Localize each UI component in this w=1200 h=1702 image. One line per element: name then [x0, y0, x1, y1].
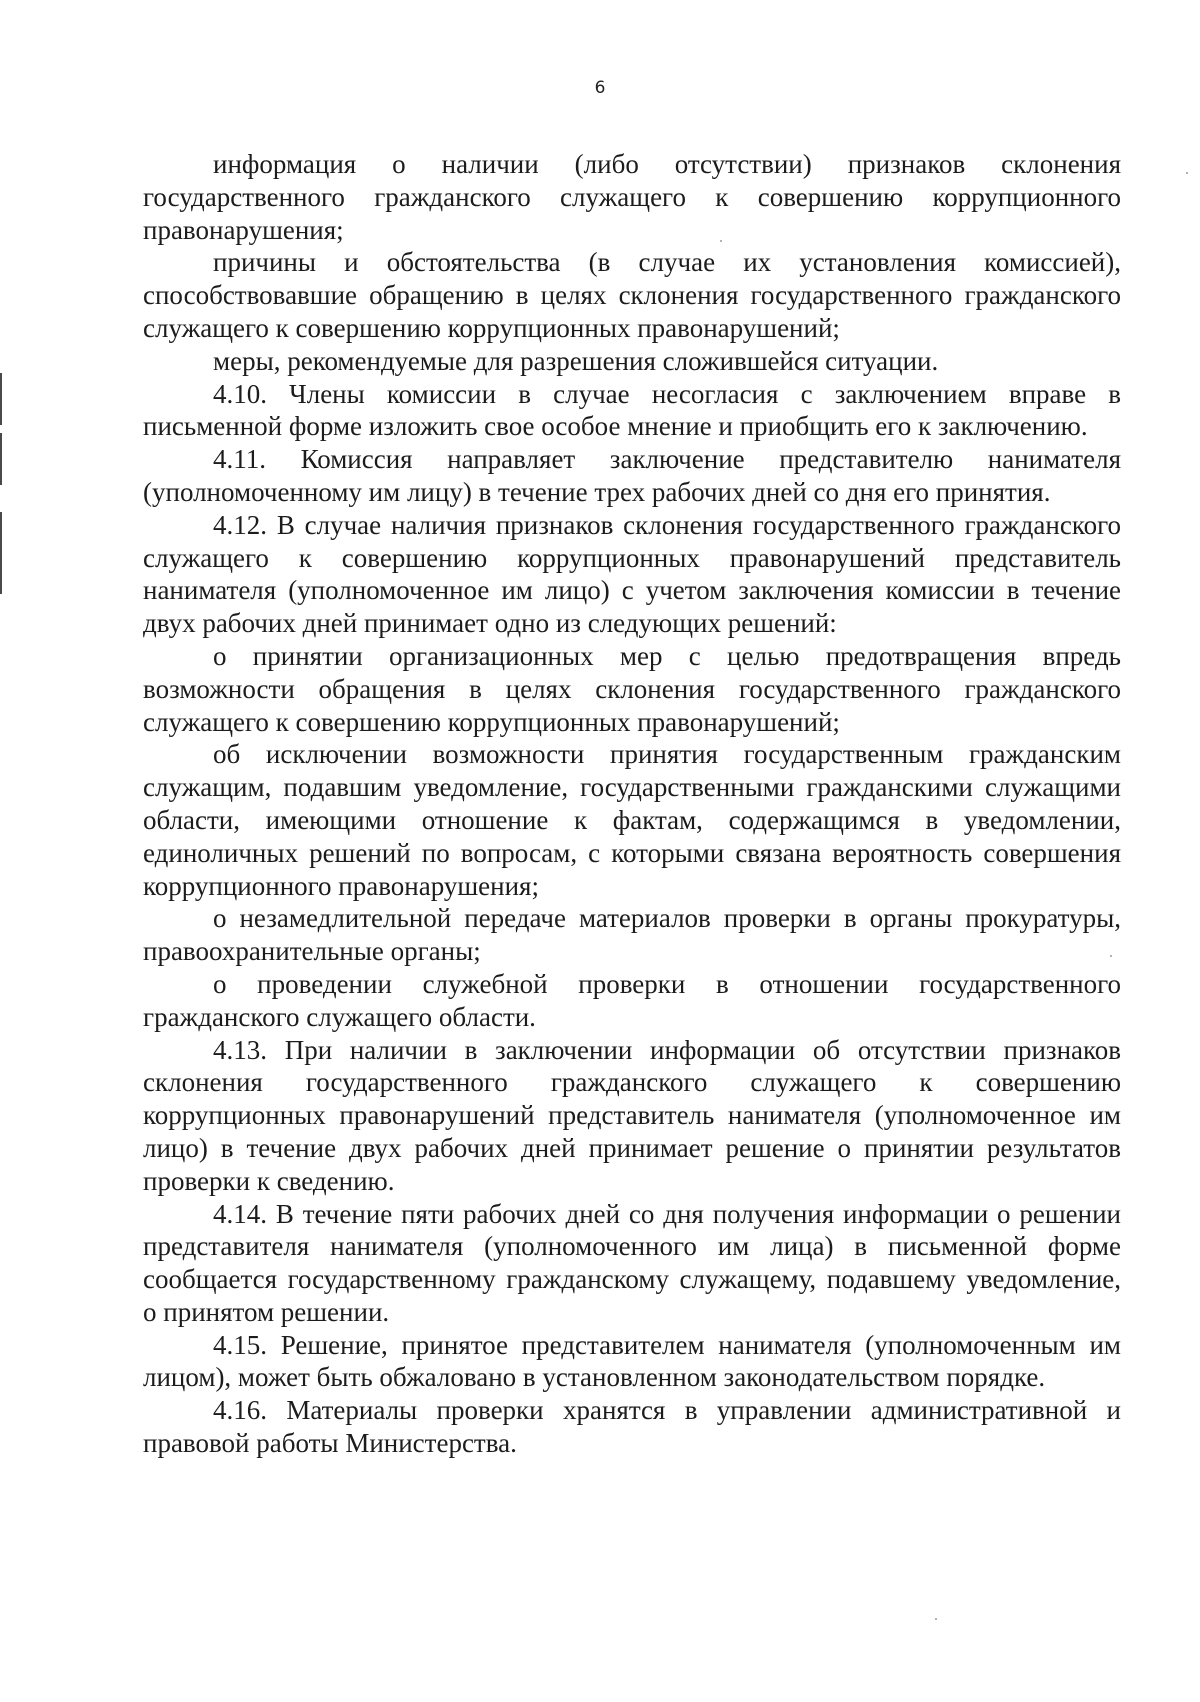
- paragraph: 4.13. При наличии в заключении информации об отсутствии признаков склонения государственного гражданского служащего к совершению коррупционных правонарушений представитель нанимателя (уполномоченное им лицо) в течение двух рабочих дней принимает решение о принятии результатов проверки к сведению.: [143, 1034, 1121, 1196]
- paragraph: 4.11. Комиссия направляет заключение представителю нанимателя (уполномоченному им лицу) в течение трех рабочих дней со дня его принятия.: [143, 444, 1121, 507]
- paragraph: о проведении служебной проверки в отношении государственного гражданского служащего области.: [143, 968, 1121, 1032]
- paragraph: 4.10. Члены комиссии в случае несогласия с заключением вправе в письменной форме изложить свое особое мнение и приобщить его к заключению.: [143, 378, 1121, 442]
- paragraph: 4.15. Решение, принятое представителем нанимателя (уполномоченным им лицом), может быть обжаловано в установленном законодательством порядке.: [143, 1329, 1121, 1393]
- paragraph: о принятии организационных мер с целью предотвращения впредь возможности обращения в целях склонения государственного гражданского служащего к совершению коррупционных правонарушений;: [143, 640, 1121, 737]
- scan-speck: [1186, 172, 1188, 174]
- paragraph: 4.14. В течение пяти рабочих дней со дня получения информации о решении представителя нанимателя (уполномоченного им лица) в письменной форме сообщается государственному гражданскому служащему, подавшему уведомление, о принятом решении.: [143, 1198, 1121, 1327]
- scan-speck: [935, 1618, 937, 1620]
- scan-edge-mark: [0, 512, 2, 594]
- scan-edge-mark: [0, 373, 2, 425]
- paragraph: 4.16. Материалы проверки хранятся в управлении административной и правовой работы Министерства.: [143, 1395, 1121, 1459]
- paragraph: об исключении возможности принятия государственным гражданским служащим, подавшим уведомление, государственными гражданскими служащими области, имеющими отношение к фактам, содержащимся в уведомлении, единоличных решений по вопросам, с которыми связана вероятность совершения коррупционного правонарушения;: [143, 739, 1121, 901]
- paragraph: о незамедлительной передаче материалов проверки в органы прокуратуры, правоохранительные органы;: [143, 903, 1121, 967]
- scan-edge-mark: [0, 433, 2, 485]
- document-body: [143, 148, 1121, 1460]
- paragraph: 4.12. В случае наличия признаков склонения государственного гражданского служащего к совершению коррупционных правонарушений представитель нанимателя (уполномоченное им лицо) с учетом заключения комиссии в течение двух рабочих дней принимает одно из следующих решений:: [143, 509, 1121, 639]
- page-number: 6: [594, 78, 606, 98]
- paragraph: информация о наличии (либо отсутствии) признаков склонения государственного гражданского служащего к совершению коррупционного правонарушения;: [143, 149, 1121, 245]
- paragraph: меры, рекомендуемые для разрешения сложившейся ситуации.: [213, 345, 939, 376]
- paragraph: причины и обстоятельства (в случае их установления комиссией), способствовавшие обращению в целях склонения государственного гражданского служащего к совершению коррупционных правонарушений;: [143, 247, 1121, 343]
